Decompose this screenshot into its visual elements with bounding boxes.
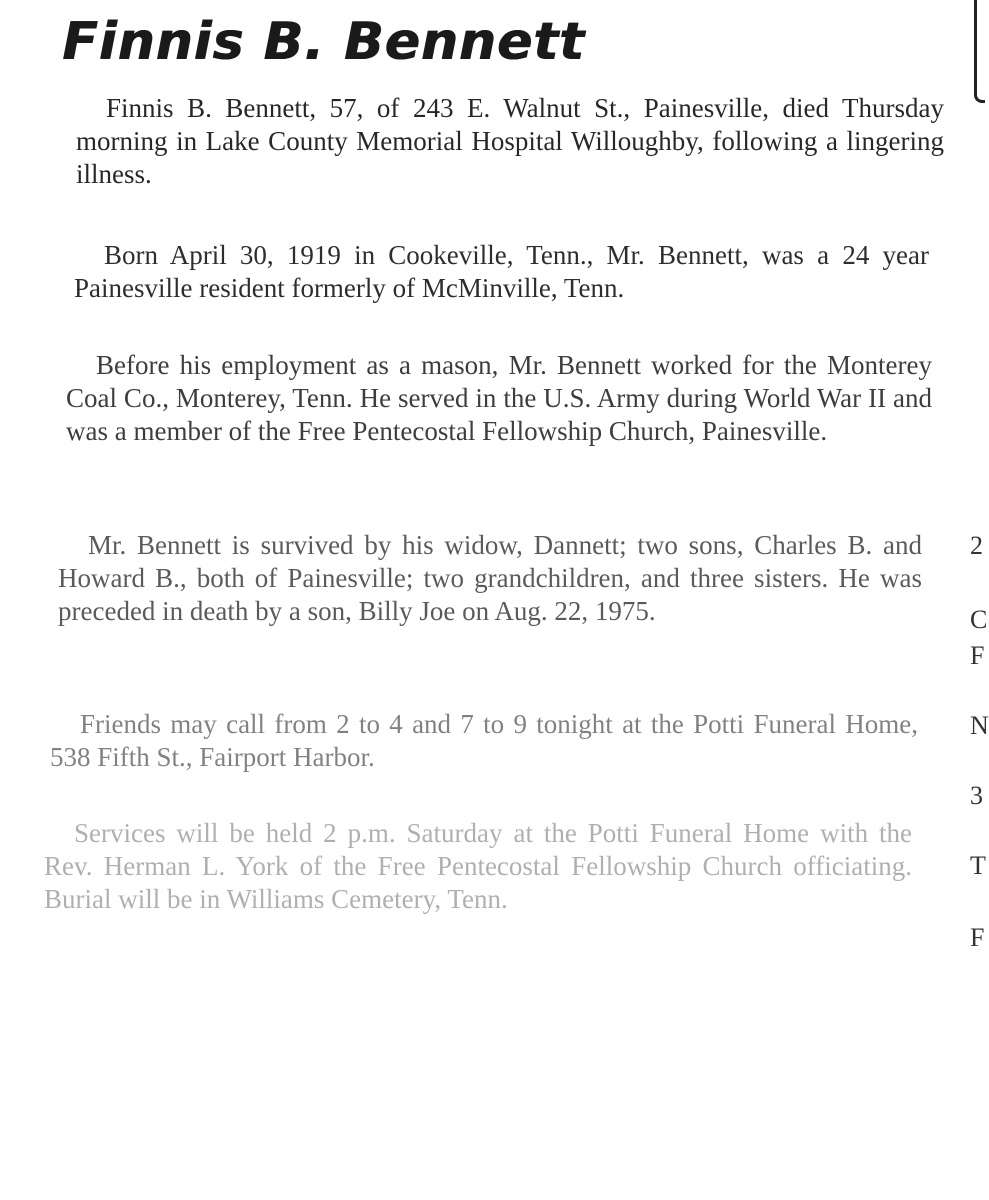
- paragraph-death-notice: Finnis B. Bennett, 57, of 243 E. Walnut St., Painesville, died Thursday morning in Lake County Memorial Hospital Willoughby, following a lingering illness.: [76, 93, 944, 189]
- adjacent-column-letter: T: [970, 851, 986, 880]
- adjacent-column-rule: [974, 0, 985, 103]
- adjacent-column-letter: N: [970, 711, 989, 740]
- paragraph-birth: Born April 30, 1919 in Cookeville, Tenn., Mr. Bennett, was a 24 year Painesville resident formerly of McMinville, Tenn.: [74, 240, 929, 303]
- paragraph-services: Services will be held 2 p.m. Saturday at the Potti Funeral Home with the Rev. Herman L. York of the Free Pentecostal Fellowship Church officiating. Burial will be in Williams Cemetery, Tenn.: [44, 818, 912, 914]
- adjacent-column-letter: F: [970, 923, 985, 952]
- adjacent-column-letter: F: [970, 641, 985, 670]
- paragraph-visitation: Friends may call from 2 to 4 and 7 to 9 tonight at the Potti Funeral Home, 538 Fifth St., Fairport Harbor.: [50, 709, 918, 772]
- adjacent-column-letter: C: [970, 605, 988, 634]
- paragraph-survivors: Mr. Bennett is survived by his widow, Dannett; two sons, Charles B. and Howard B., both of Painesville; two grandchildren, and three sisters. He was preceded in death by a son, Billy Joe on Aug. 22, 1975.: [58, 530, 922, 626]
- obituary-headline: Finnis B. Bennett: [62, 12, 585, 72]
- adjacent-column-letter: 2: [970, 531, 983, 560]
- adjacent-column-letter: 3: [970, 781, 983, 810]
- paragraph-career: Before his employment as a mason, Mr. Bennett worked for the Monterey Coal Co., Monterey, Tenn. He served in the U.S. Army during World War II and was a member of the Free Pentecostal Fellowship Church, Painesville.: [66, 350, 932, 446]
